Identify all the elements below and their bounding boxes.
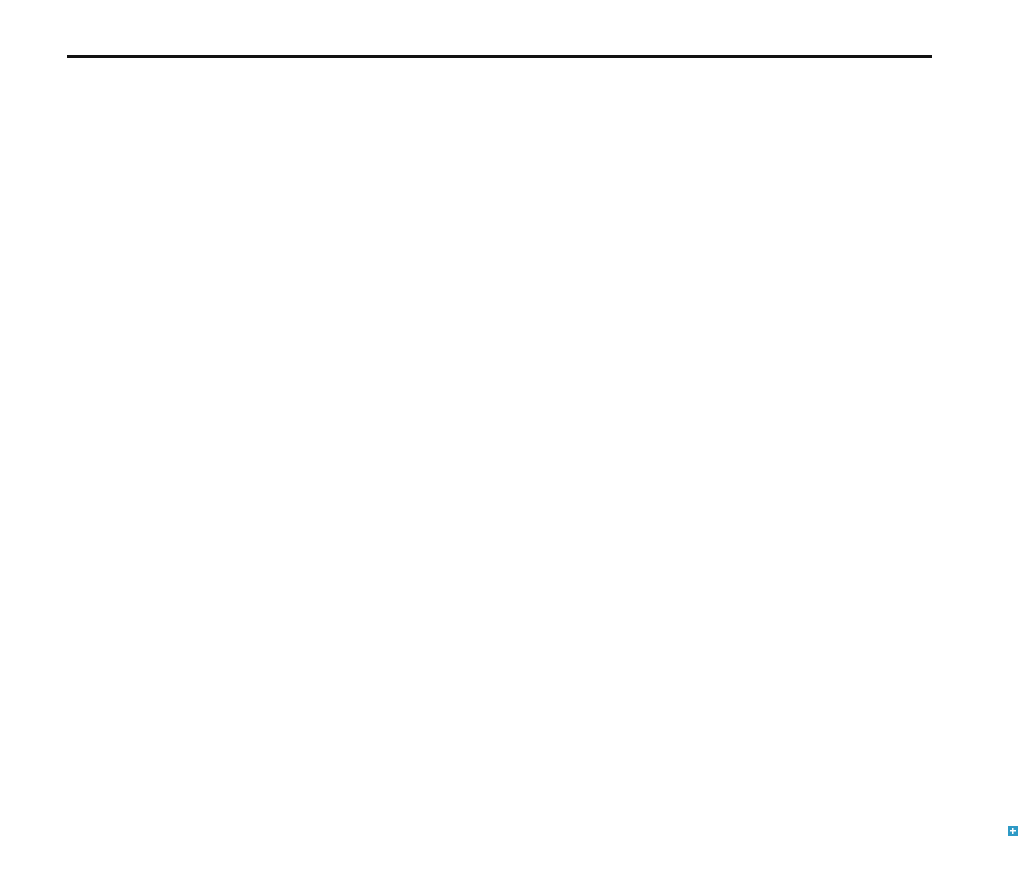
fors-logo-mark-icon (1008, 826, 1018, 836)
title-rule (67, 55, 932, 58)
